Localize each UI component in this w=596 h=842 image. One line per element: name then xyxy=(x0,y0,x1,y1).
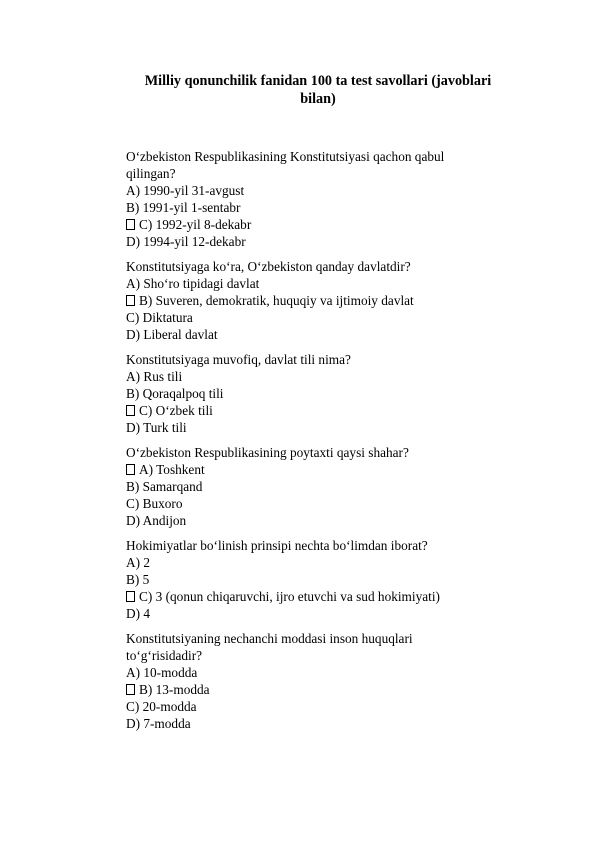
question-text: Konstitutsiyaga ko‘ra, O‘zbekiston qanday davlatdir? xyxy=(126,259,411,274)
answer-option-label: A) 2 xyxy=(126,555,151,570)
answer-option xyxy=(126,461,486,478)
answer-option-label: D) 7-modda xyxy=(126,716,191,731)
correct-answer-marker-icon xyxy=(126,464,135,475)
answer-option-label: A) Rus tili xyxy=(126,369,183,384)
correct-answer-marker-icon xyxy=(126,295,135,306)
question-text: Konstitutsiyaga muvofiq, davlat tili nima? xyxy=(126,352,351,367)
answer-option xyxy=(126,385,486,402)
answer-option-label: D) Turk tili xyxy=(126,420,187,435)
answer-option-label: B) 1991-yil 1-sentabr xyxy=(126,200,241,215)
answer-option-label: B) Suveren, demokratik, huquqiy va ijtimoiy davlat xyxy=(139,293,414,308)
answer-option xyxy=(126,681,486,698)
answer-option xyxy=(126,554,486,571)
answer-option xyxy=(126,571,486,588)
answer-option-label: C) 3 (qonun chiqaruvchi, ijro etuvchi va sud hokimiyati) xyxy=(139,589,440,604)
answer-option-label: B) Qoraqalpoq tili xyxy=(126,386,224,401)
question-block xyxy=(126,630,486,732)
question-text: Konstitutsiyaning nechanchi moddasi inson huquqlari to‘g‘risidadir? xyxy=(126,631,413,663)
answer-option-label: C) Buxoro xyxy=(126,496,183,511)
answer-option-label: B) Samarqand xyxy=(126,479,203,494)
answer-option-label: D) 4 xyxy=(126,606,151,621)
answer-option xyxy=(126,419,486,436)
correct-answer-marker-icon xyxy=(126,219,135,230)
answer-option xyxy=(126,326,486,343)
document-title: Milliy qonunchilik fanidan 100 ta test savollari (javoblari bilan) xyxy=(144,73,492,107)
answer-option-label: C) 20-modda xyxy=(126,699,197,714)
answer-option xyxy=(126,292,486,309)
question-block xyxy=(126,537,486,622)
answer-option-label: C) O‘zbek tili xyxy=(139,403,213,418)
answer-option xyxy=(126,495,486,512)
answer-option xyxy=(126,402,486,419)
answer-option xyxy=(126,309,486,326)
answer-option xyxy=(126,698,486,715)
answer-option-label: B) 13-modda xyxy=(139,682,210,697)
answer-option xyxy=(126,233,486,250)
answer-option xyxy=(126,182,486,199)
answer-option-label: C) 1992-yil 8-dekabr xyxy=(139,217,252,232)
answer-option xyxy=(126,216,486,233)
answer-option-label: A) 10-modda xyxy=(126,665,198,680)
answer-option-label: C) Diktatura xyxy=(126,310,193,325)
answer-option-label: D) Andijon xyxy=(126,513,187,528)
answer-option xyxy=(126,199,486,216)
answer-option xyxy=(126,368,486,385)
answer-option-label: A) Toshkent xyxy=(139,462,205,477)
correct-answer-marker-icon xyxy=(126,591,135,602)
correct-answer-marker-icon xyxy=(126,684,135,695)
question-block xyxy=(126,258,486,343)
answer-option xyxy=(126,478,486,495)
question-text: O‘zbekiston Respublikasining Konstitutsiyasi qachon qabul qilingan? xyxy=(126,149,445,181)
answer-option xyxy=(126,275,486,292)
answer-option xyxy=(126,588,486,605)
answer-option-label: D) Liberal davlat xyxy=(126,327,218,342)
question-block xyxy=(126,148,486,250)
answer-option-label: D) 1994-yil 12-dekabr xyxy=(126,234,246,249)
question-block xyxy=(126,351,486,436)
question-text: O‘zbekiston Respublikasining poytaxti qaysi shahar? xyxy=(126,445,409,460)
answer-option xyxy=(126,664,486,681)
answer-option-label: A) Sho‘ro tipidagi davlat xyxy=(126,276,260,291)
answer-option xyxy=(126,605,486,622)
answer-option-label: B) 5 xyxy=(126,572,150,587)
answer-option xyxy=(126,715,486,732)
question-block xyxy=(126,444,486,529)
correct-answer-marker-icon xyxy=(126,405,135,416)
question-text: Hokimiyatlar bo‘linish prinsipi nechta bo‘limdan iborat? xyxy=(126,538,428,553)
question-list xyxy=(126,148,486,740)
answer-option-label: A) 1990-yil 31-avgust xyxy=(126,183,245,198)
answer-option xyxy=(126,512,486,529)
